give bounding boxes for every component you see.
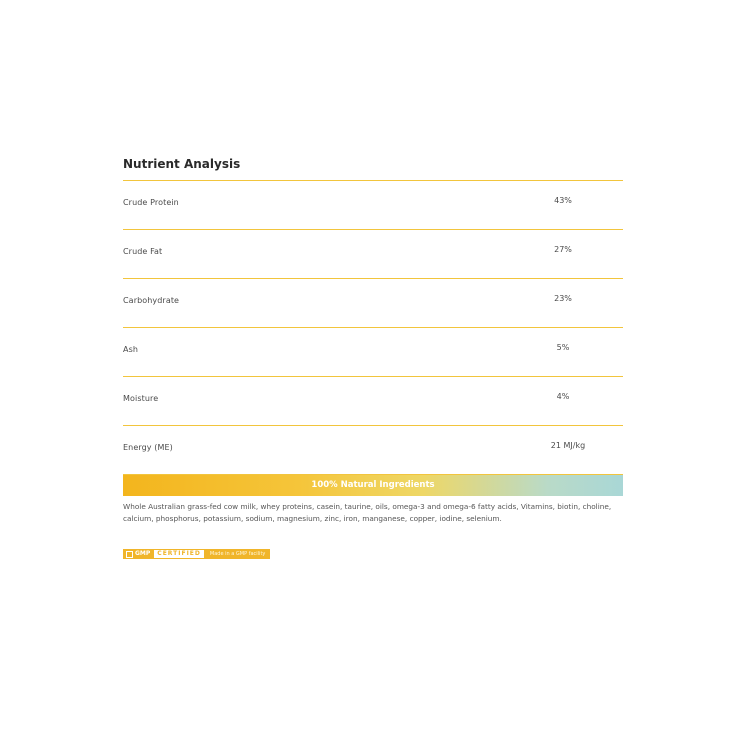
nutrient-label: Carbohydrate [123,296,180,305]
nutrient-label: Moisture [123,394,159,403]
ingredients-text: Whole Australian grass-fed cow milk, whey proteins, casein, taurine, oils, omega-3 and omega-6 fatty acids, Vitamins, biotin, choline, calcium, phosphorus, potassium, sodium, magnesium, zinc, iron, manganese, copper, iodine, selenium. [123,502,612,523]
nutrient-table [123,181,623,475]
nutrient-label: Ash [123,345,139,354]
natural-ingredients-banner: 100% Natural Ingredients [123,475,623,496]
nutrient-row-crude-fat [123,230,623,279]
nutrient-row-crude-protein [123,181,623,230]
nutrient-analysis-panel [123,150,623,531]
nutrient-value: 5% [556,343,570,352]
nutrient-value: 43% [554,196,572,205]
checkbox-icon [126,551,133,558]
made-in-label: Made in a GMP facility [205,549,270,559]
gmp-label: GMP [135,550,151,557]
nutrient-value: 21 MJ/kg [550,441,586,450]
nutrient-value: 27% [554,245,572,254]
nutrient-value: 4% [556,392,570,401]
nutrient-row-carbohydrate [123,279,623,328]
nutrient-row-moisture [123,377,623,426]
gmp-badge [123,549,153,559]
nutrient-label: Energy (ME) [123,443,173,452]
nutrient-label: Crude Protein [123,198,179,207]
section-title: Nutrient Analysis [123,157,241,171]
nutrient-value: 23% [554,294,572,303]
nutrient-row-ash [123,328,623,377]
nutrient-label: Crude Fat [123,247,163,256]
certified-label: CERTIFIED [153,549,205,559]
gmp-certified-badge [123,549,270,559]
nutrient-row-energy [123,426,623,475]
